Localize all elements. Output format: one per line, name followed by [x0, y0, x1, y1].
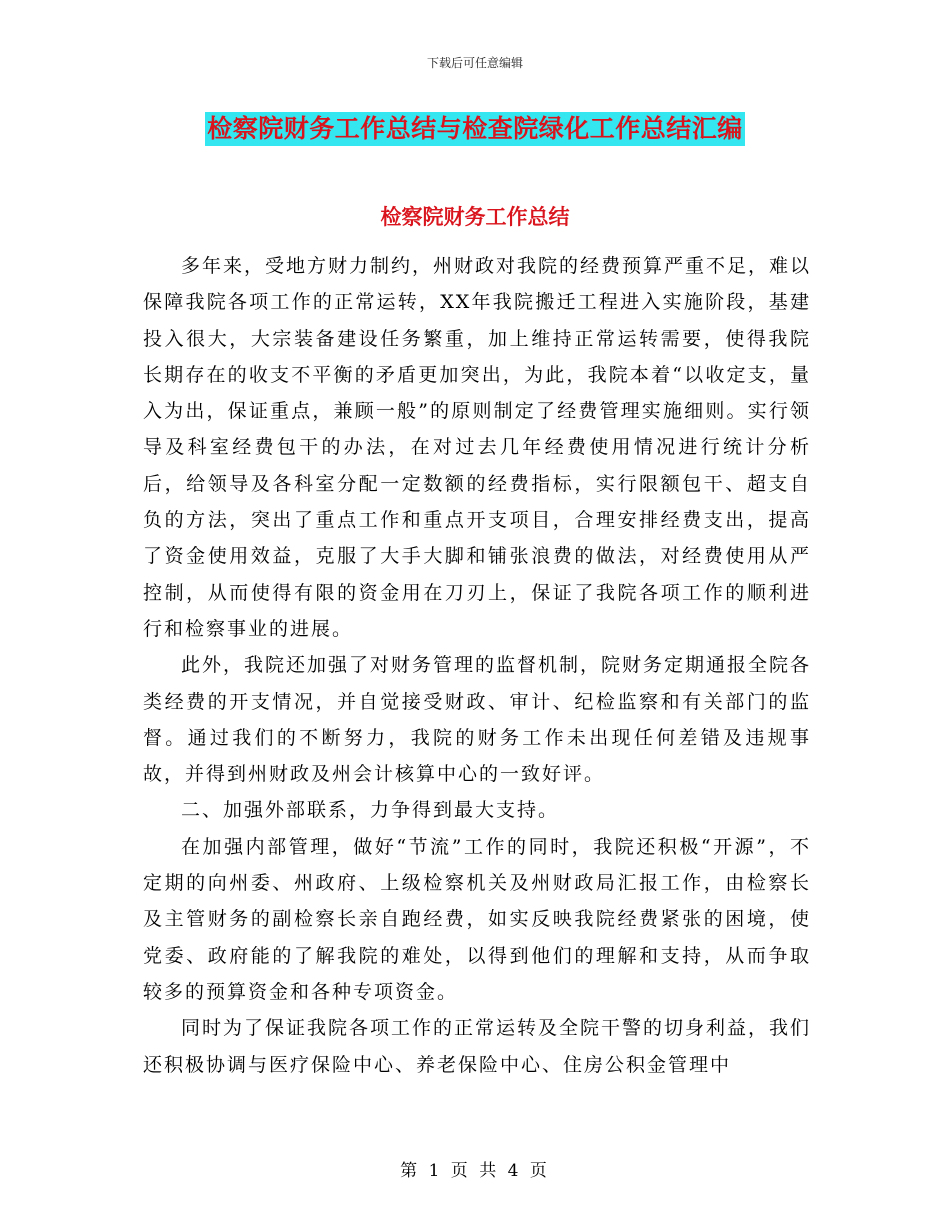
paragraph-4: 同时为了保证我院各项工作的正常运转及全院干警的切身利益，我们还积极协调与医疗保险中心、养老保险中心、住房公积金管理中	[143, 1017, 812, 1076]
paragraph-3: 在加强内部管理，做好“节流”工作的同时，我院还积极“开源”，不定期的向州委、州政府、上级检察机关及州财政局汇报工作，由检察长及主管财务的副检察长亲自跑经费，如实反映我院经费紧张的困境，使党委、政府能的了解我院的难处，以得到他们的理解和支持，从而争取较多的预算资金和各种专项资金。	[143, 835, 811, 1003]
subheading-2: 二、加强外部联系，力争得到最大支持。	[181, 799, 560, 822]
document-title-wrap	[0, 112, 950, 146]
document-body	[143, 248, 811, 1083]
header-note: 下载后可任意编辑	[426, 56, 523, 70]
paragraph-2: 此外，我院还加强了对财务管理的监督机制，院财务定期通报全院各类经费的开支情况，并自觉接受财政、审计、纪检监察和有关部门的监督。通过我们的不断努力，我院的财务工作未出现任何差错及违规事故，并得到州财政及州会计核算中心的一致好评。	[143, 654, 812, 786]
page-footer: 第 1 页 共 4 页	[400, 1161, 550, 1181]
document-title: 检察院财务工作总结与检查院绿化工作总结汇编	[205, 112, 745, 146]
section-title: 检察院财务工作总结	[380, 204, 570, 229]
paragraph-1: 多年来，受地方财力制约，州财政对我院的经费预算严重不足，难以保障我院各项工作的正常运转，XX年我院搬迁工程进入实施阶段，基建投入很大，大宗装备建设任务繁重，加上维持正常运转需要，使得我院长期存在的收支不平衡的矛盾更加突出，为此，我院本着“以收定支，量入为出，保证重点，兼顾一般”的原则制定了经费管理实施细则。实行领导及科室经费包干的办法，在对过去几年经费使用情况进行统计分析后，给领导及各科室分配一定数额的经费指标，实行限额包干、超支自负的方法，突出了重点工作和重点开支项目，合理安排经费支出，提高了资金使用效益，克服了大手大脚和铺张浪费的做法，对经费使用从严控制，从而使得有限的资金用在刀刃上，保证了我院各项工作的顺利进行和检察事业的进展。	[143, 255, 812, 640]
